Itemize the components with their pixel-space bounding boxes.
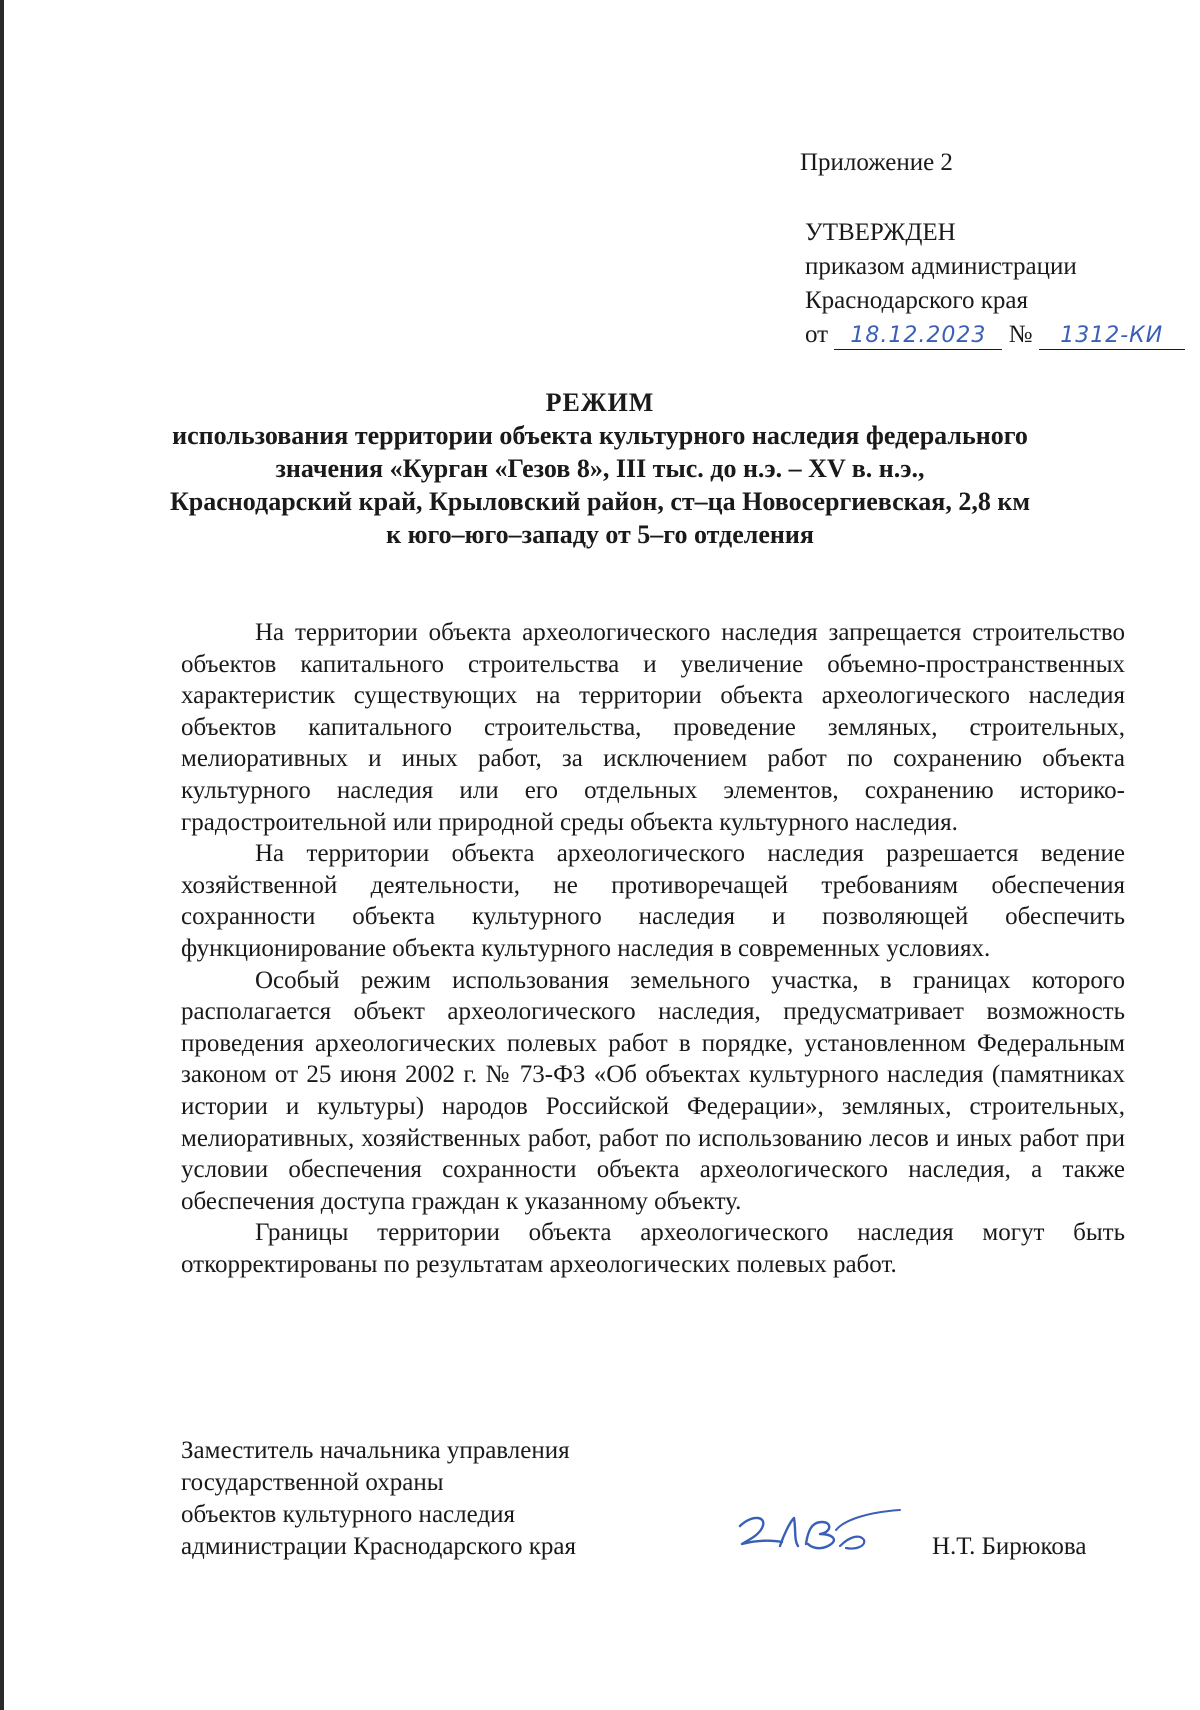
annex-label: Приложение 2 — [800, 149, 953, 176]
signature-stroke — [780, 1518, 798, 1546]
signature-stroke — [740, 1518, 782, 1544]
position-line: Заместитель начальника управления — [181, 1437, 570, 1464]
body-paragraph: Особый режим использования земельного участка, в границах которого располагается объект археологического наследия, предусматривает возможность проведения археологических полевых работ в порядке, установленном Федеральным законом от 25 июня 2002 г. № 73-ФЗ «Об объектах культурного наследия (памятниках истории и культуры) народов Российской Федерации», земляных, строительных, мелиоративных, хозяйственных работ, работ по использованию лесов и иных работ при условии обеспечения сохранности объекта археологического наследия, а также обеспечения доступа граждан к указанному объекту. — [181, 966, 1125, 1215]
body-paragraph: На территории объекта археологического наследия разрешается ведение хозяйственной деятельности, не противоречащей требованиям обеспечения сохранности объекта культурного наследия и позволяющей обеспечить функционирование объекта культурного наследия в современных условиях. — [181, 840, 1125, 962]
position-line: администрации Краснодарского края — [181, 1533, 577, 1560]
handwritten-signature — [728, 1500, 908, 1560]
approval-block — [805, 216, 1185, 352]
order-number-label: № — [1008, 321, 1033, 348]
approval-line-2: Краснодарского края — [805, 287, 1028, 314]
position-line: государственной охраны — [181, 1469, 444, 1496]
title-main: РЕЖИМ — [545, 388, 655, 417]
order-date-field — [834, 322, 1002, 350]
title-line: значения «Курган «Гезов 8», III тыс. до н.э. – XV в. н.э., — [275, 454, 925, 483]
body-paragraph: На территории объекта археологического наследия запрещается строительство объектов капитального строительства и увеличение объемно-пространственных характеристик существующих на территории объекта археологического наследия объектов капитального строительства, проведение земляных, строительных, мелиоративных и иных работ, за исключением работ по сохранению объекта культурного наследия или его отдельных элементов, сохранению историко-градостроительной или природной среды объекта культурного наследия. — [181, 619, 1125, 836]
position-line: объектов культурного наследия — [181, 1501, 515, 1528]
approval-line-1: приказом администрации — [805, 253, 1077, 280]
signature-stroke — [840, 1537, 864, 1549]
order-reference — [805, 318, 1185, 352]
signature-stroke — [836, 1510, 900, 1530]
order-from-label: от — [805, 321, 829, 348]
order-number: 1312-КИ — [1060, 323, 1164, 348]
document-title — [150, 386, 1050, 551]
title-line: к юго–юго–западу от 5–го отделения — [386, 520, 814, 549]
approval-heading: УТВЕРЖДЕН — [805, 219, 956, 246]
body-paragraph: Границы территории объекта археологического наследия могут быть откорректированы по результатам археологических полевых работ. — [181, 1219, 1125, 1278]
scan-edge — [0, 0, 4, 1710]
title-line: Краснодарский край, Крыловский район, ст–ца Новосергиевская, 2,8 км — [169, 487, 1031, 516]
signer-name: Н.Т. Бирюкова — [932, 1533, 1087, 1560]
signatory-position — [181, 1435, 576, 1563]
title-line: использования территории объекта культурного наследия федерального — [172, 421, 1028, 450]
document-body — [181, 617, 1125, 1280]
order-date: 18.12.2023 — [850, 323, 987, 348]
signature-stroke — [806, 1522, 834, 1548]
order-number-field — [1039, 322, 1185, 350]
